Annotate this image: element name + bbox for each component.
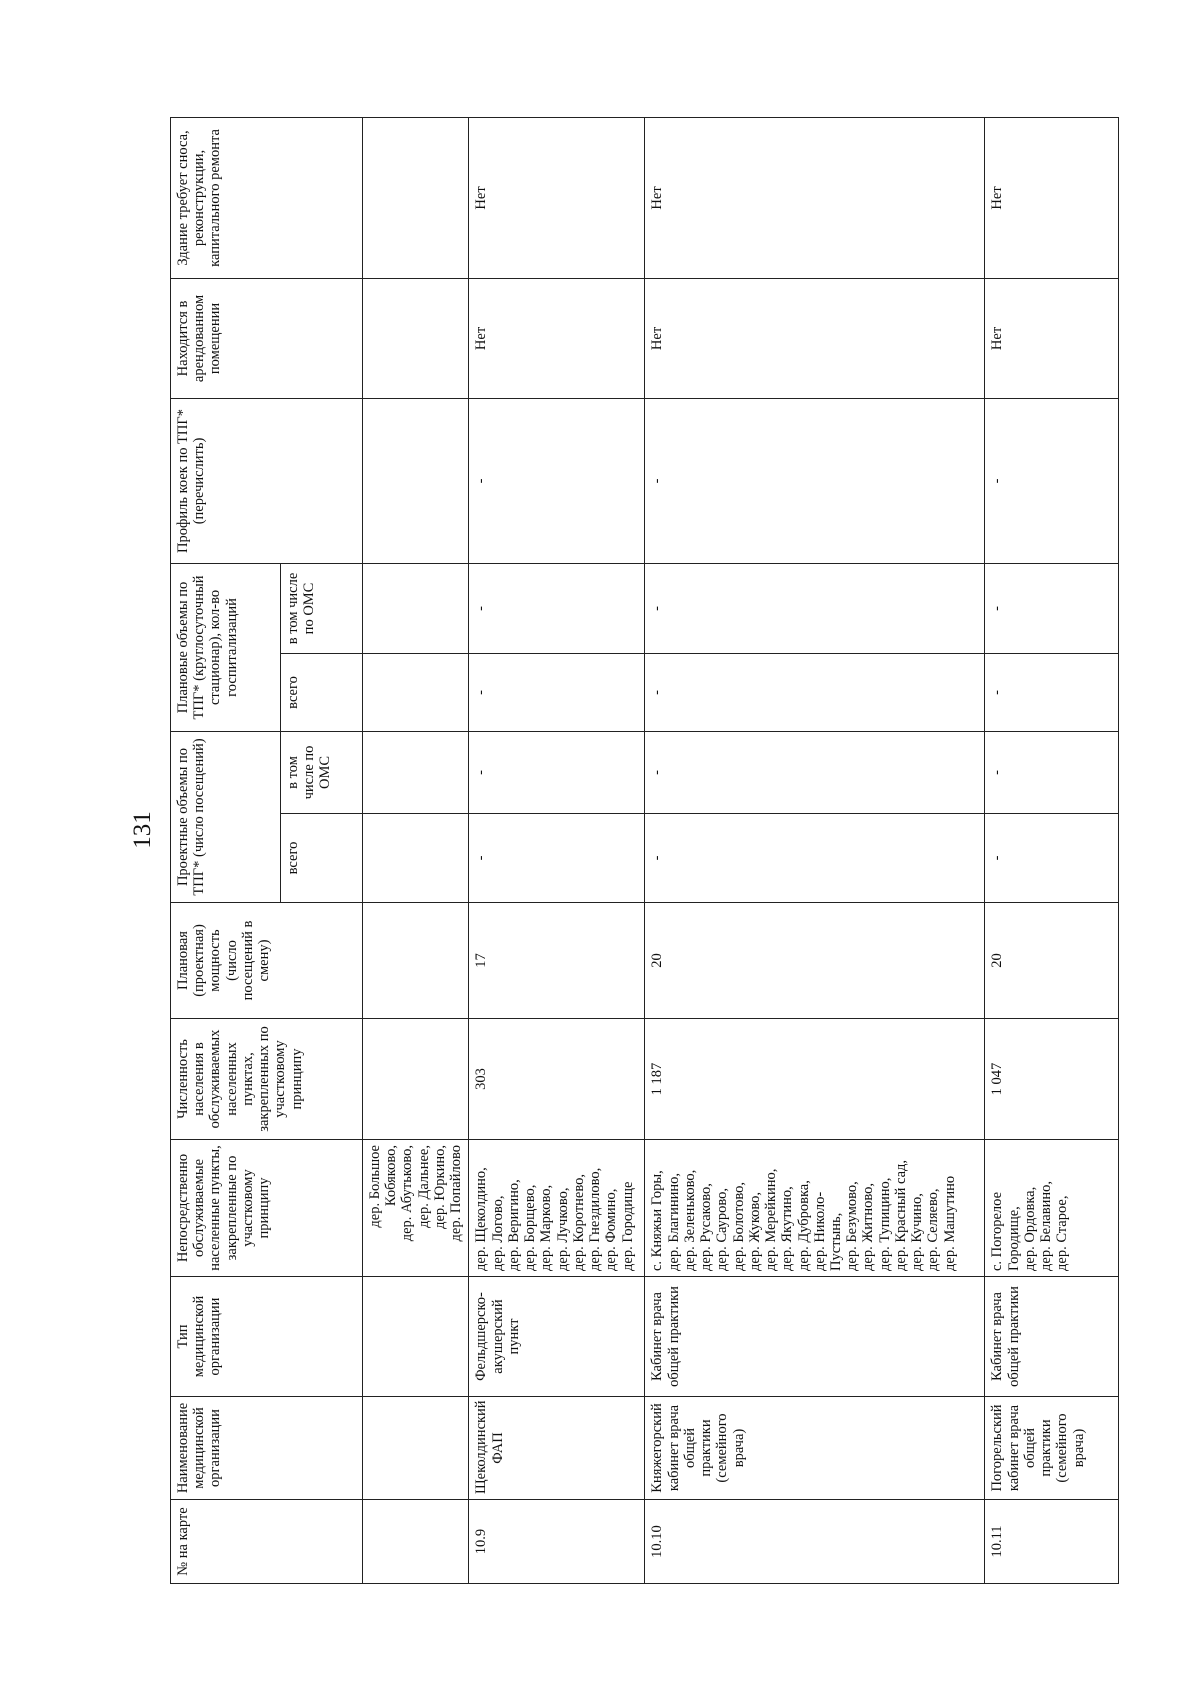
settlement-name: дер. Лучково, (554, 1187, 571, 1271)
settlement-name: дер. Русаково, (698, 1183, 715, 1271)
cell-num: 10.10 (645, 1500, 985, 1584)
cell-visits-oms (363, 731, 469, 813)
settlement-name: дер. Белавино, (1038, 1181, 1055, 1271)
cell-beds (363, 398, 469, 563)
settlement-name: Пустынь, (827, 1212, 844, 1271)
settlement-name: дер. Болотово, (730, 1181, 747, 1271)
settlement-name: дер. Машутино (941, 1175, 958, 1271)
settlement-name: дер. Борщево, (522, 1184, 539, 1271)
cell-settlements (985, 1140, 1119, 1277)
cell-name: Щеколдинский ФАП (469, 1397, 645, 1500)
cell-type: Кабинет врача общей практики (645, 1277, 985, 1397)
cell-hosp-total (363, 653, 469, 731)
header-visits-total: всего (281, 814, 363, 903)
settlement-name: дер. Благинино, (665, 1173, 682, 1271)
cell-rented: Нет (469, 278, 645, 398)
header-settlements: Непосредственно обслуживаемые населенные пункты, закрепленные по участковому принципу (171, 1140, 363, 1277)
settlement-name: дер. Абутьково, (399, 1145, 416, 1242)
cell-num: 10.9 (469, 1500, 645, 1584)
cell-beds: - (645, 398, 985, 563)
settlement-name: дер. Гнездилово, (587, 1167, 604, 1271)
cell-hosp-total: - (645, 653, 985, 731)
header-hosp-group: Плановые объемы по ТПГ* (круглосуточный стационар), кол-во госпитализаций (171, 563, 281, 731)
settlement-name: с. Погорелое (989, 1191, 1006, 1271)
header-beds: Профиль коек по ТПГ* (перечислить) (171, 398, 363, 563)
settlement-name: дер. Попайлово (448, 1145, 465, 1242)
cell-name: Погорельский кабинет врача общей практики (семейного врача) (985, 1397, 1119, 1500)
settlement-name: дер. Большое (367, 1145, 383, 1228)
settlement-name: дер. Зеленьково, (681, 1169, 698, 1271)
header-visits-oms: в том числе по ОМС (281, 731, 363, 813)
cell-capacity: 20 (645, 903, 985, 1019)
cell-hosp-oms: - (469, 563, 645, 653)
settlement-name: дер. Мерейкино, (763, 1168, 780, 1271)
cell-visits-total: - (645, 814, 985, 903)
page-number: 131 (129, 811, 156, 849)
cell-num (363, 1500, 469, 1584)
settlement-name: дер. Тупицино, (876, 1177, 893, 1271)
header-visits-group: Проектные объемы по ТПГ* (число посещений) (171, 731, 281, 902)
cell-visits-oms: - (645, 731, 985, 813)
table-body (363, 117, 1119, 1583)
settlement-name: дер. Логово, (489, 1195, 506, 1271)
cell-hosp-oms: - (985, 563, 1119, 653)
cell-population: 1 047 (985, 1019, 1119, 1140)
cell-hosp-oms (363, 563, 469, 653)
settlement-name: дер. Юркино, (431, 1145, 448, 1229)
cell-repair (363, 117, 469, 278)
cell-population (363, 1019, 469, 1140)
settlement-name: дер. Житново, (860, 1182, 877, 1271)
cell-num: 10.11 (985, 1500, 1119, 1584)
settlement-name: Кобяково, (383, 1145, 400, 1207)
cell-settlements (363, 1140, 469, 1277)
cell-repair: Нет (645, 117, 985, 278)
settlement-name: дер. Красный сад, (892, 1159, 909, 1271)
cell-visits-total: - (985, 814, 1119, 903)
cell-population: 303 (469, 1019, 645, 1140)
header-rented: Находится в арендованном помещении (171, 278, 363, 398)
table-row (645, 117, 985, 1583)
settlement-name: дер. Щеколдино, (473, 1167, 490, 1271)
settlement-name: Городище, (1005, 1206, 1022, 1271)
settlement-name: дер. Городище (619, 1181, 636, 1271)
cell-rented: Нет (645, 278, 985, 398)
settlement-name: дер. Марково, (538, 1184, 555, 1271)
settlement-name: дер. Николо- (811, 1191, 828, 1271)
header-type: Тип медицинской организации (171, 1277, 363, 1397)
cell-rented: Нет (985, 278, 1119, 398)
settlement-name: дер. Старое, (1054, 1195, 1071, 1271)
cell-capacity: 20 (985, 903, 1119, 1019)
settlement-name: дер. Фомино, (603, 1188, 620, 1271)
cell-visits-oms: - (985, 731, 1119, 813)
cell-beds: - (469, 398, 645, 563)
table-row (363, 117, 469, 1583)
settlement-name: с. Княжьи Горы, (649, 1170, 666, 1271)
table-row (469, 117, 645, 1583)
cell-capacity: 17 (469, 903, 645, 1019)
cell-settlements (645, 1140, 985, 1277)
cell-beds: - (985, 398, 1119, 563)
cell-type: Кабинет врача общей практики (985, 1277, 1119, 1397)
settlement-name: дер. Дубровка, (795, 1180, 812, 1271)
header-capacity: Плановая (проектная) мощность (число посещений в смену) (171, 903, 363, 1019)
medical-organizations-table (170, 117, 1119, 1584)
settlement-name: дер. Селяево, (925, 1188, 942, 1271)
cell-visits-oms: - (469, 731, 645, 813)
cell-hosp-total: - (469, 653, 645, 731)
cell-repair: Нет (469, 117, 645, 278)
header-num: № на карте (171, 1500, 363, 1584)
settlement-name: дер. Дальнее, (415, 1145, 432, 1228)
cell-rented (363, 278, 469, 398)
settlement-name: дер. Ордовка, (1021, 1186, 1038, 1271)
settlement-name: дер. Веригино, (505, 1179, 522, 1271)
settlement-name: дер. Саурово, (714, 1187, 731, 1271)
settlement-name: дер. Якутино, (779, 1186, 796, 1271)
header-population: Численность населения в обслуживаемых населенных пунктах, закрепленных по участковому принципу (171, 1019, 363, 1140)
cell-visits-total (363, 814, 469, 903)
table-row (985, 117, 1119, 1583)
header-repair: Здание требует сноса, реконструкции, капитального ремонта (171, 117, 363, 278)
cell-population: 1 187 (645, 1019, 985, 1140)
cell-hosp-total: - (985, 653, 1119, 731)
settlement-name: дер. Коротнево, (570, 1174, 587, 1271)
cell-type: Фельдшерско-акушерский пункт (469, 1277, 645, 1397)
cell-repair: Нет (985, 117, 1119, 278)
cell-name: Княжегорский кабинет врача общей практики (семейного врача) (645, 1397, 985, 1500)
cell-capacity (363, 903, 469, 1019)
cell-hosp-oms: - (645, 563, 985, 653)
header-name: Наименование медицинской организации (171, 1397, 363, 1500)
settlement-name: дер. Кучино, (909, 1193, 926, 1271)
header-hosp-oms: в том числе по ОМС (281, 563, 363, 653)
cell-name (363, 1397, 469, 1500)
cell-settlements (469, 1140, 645, 1277)
cell-type (363, 1277, 469, 1397)
settlement-name: дер. Безумово, (844, 1181, 861, 1271)
header-hosp-total: всего (281, 653, 363, 731)
cell-visits-total: - (469, 814, 645, 903)
settlement-name: дер. Жуково, (746, 1191, 763, 1271)
rotated-table-frame (170, 118, 1117, 1584)
